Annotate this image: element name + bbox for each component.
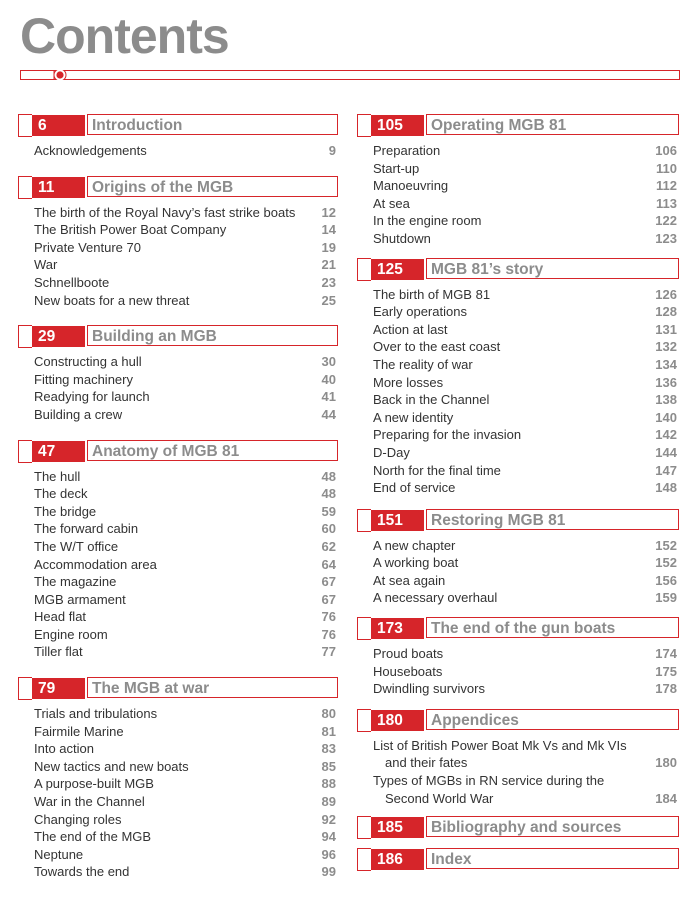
- entry-list: [357, 732, 679, 807]
- entry-label: Types of MGBs in RN service during the: [373, 773, 605, 789]
- contents-left-column: [18, 114, 338, 881]
- entry-page-number: 14: [321, 222, 336, 238]
- entry-page-number: 178: [655, 681, 677, 697]
- entry-label: Proud boats: [373, 646, 444, 662]
- entry-label: At sea again: [373, 572, 446, 588]
- contents-entry[interactable]: [373, 160, 679, 178]
- section-title: Appendices: [426, 709, 679, 730]
- section-header[interactable]: [357, 114, 679, 137]
- section-header[interactable]: [357, 258, 679, 281]
- entry-page-number: 140: [655, 409, 677, 425]
- contents-entry[interactable]: [373, 303, 679, 321]
- contents-entry[interactable]: [373, 212, 679, 230]
- contents-entry[interactable]: [34, 828, 338, 846]
- entry-page-number: 41: [321, 389, 336, 405]
- contents-entry[interactable]: [34, 221, 338, 239]
- section-page-number: 125: [371, 259, 424, 280]
- entry-page-number: 85: [321, 758, 336, 774]
- header-tab: [357, 509, 371, 532]
- entry-label: The British Power Boat Company: [34, 222, 227, 238]
- entry-page-number: 12: [321, 204, 336, 220]
- entry-page-number: 131: [655, 321, 677, 337]
- entry-label: Neptune: [34, 846, 84, 862]
- contents-entry[interactable]: [373, 680, 679, 698]
- entry-label: Into action: [34, 741, 94, 757]
- entry-page-number: 132: [655, 339, 677, 355]
- contents-entry[interactable]: [34, 274, 338, 292]
- entry-label: New boats for a new threat: [34, 292, 190, 308]
- contents-right-column: [357, 114, 679, 871]
- contents-entry[interactable]: [34, 204, 338, 222]
- contents-entry[interactable]: [373, 356, 679, 374]
- entry-label: The end of the MGB: [34, 829, 152, 845]
- contents-entry[interactable]: [373, 589, 679, 607]
- section-header[interactable]: [357, 848, 679, 871]
- entry-page-number: 60: [321, 521, 336, 537]
- header-tab: [357, 816, 371, 839]
- entry-label: Houseboats: [373, 663, 443, 679]
- entry-label: Fitting machinery: [34, 371, 133, 387]
- entry-page-number: 156: [655, 572, 677, 588]
- entry-list: [357, 137, 679, 248]
- contents-entry[interactable]: [34, 468, 338, 486]
- entry-label: The magazine: [34, 574, 117, 590]
- section-page-number: 173: [371, 618, 424, 639]
- entry-label: A new identity: [373, 409, 454, 425]
- entry-label: The W/T office: [34, 538, 119, 554]
- entry-page-number: 88: [321, 776, 336, 792]
- contents-section: [357, 617, 679, 698]
- entry-page-number: 44: [321, 406, 336, 422]
- contents-entry[interactable]: [34, 723, 338, 741]
- entry-page-number: 83: [321, 741, 336, 757]
- contents-entry[interactable]: [373, 645, 679, 663]
- contents-entry[interactable]: [34, 388, 338, 406]
- contents-section: [357, 816, 679, 839]
- contents-entry[interactable]: [34, 520, 338, 538]
- entry-label: Action at last: [373, 321, 448, 337]
- entry-label: Readying for launch: [34, 389, 150, 405]
- contents-entry[interactable]: [34, 292, 338, 310]
- entry-label: List of British Power Boat Mk Vs and Mk VIs: [373, 737, 627, 753]
- entry-label: Changing roles: [34, 811, 122, 827]
- entry-page-number: 148: [655, 480, 677, 496]
- section-page-number: 151: [371, 510, 424, 531]
- section-header[interactable]: [18, 440, 338, 463]
- contents-entry[interactable]: [34, 573, 338, 591]
- contents-section: [18, 677, 338, 881]
- entry-label: A new chapter: [373, 537, 456, 553]
- entry-label: Engine room: [34, 626, 108, 642]
- section-page-number: 79: [32, 678, 85, 699]
- entry-label: The hull: [34, 468, 81, 484]
- header-tab: [18, 677, 32, 700]
- entry-page-number: 40: [321, 371, 336, 387]
- entry-label: North for the final time: [373, 462, 501, 478]
- section-title: Origins of the MGB: [87, 176, 338, 197]
- contents-section: [18, 440, 338, 662]
- contents-entry[interactable]: [373, 230, 679, 248]
- entry-label: End of service: [373, 480, 456, 496]
- entry-page-number: 80: [321, 706, 336, 722]
- contents-entry[interactable]: [373, 663, 679, 681]
- entry-label: Building a crew: [34, 406, 123, 422]
- entry-label: Over to the east coast: [373, 339, 501, 355]
- entry-page-number: 136: [655, 374, 677, 390]
- title-rule: [20, 70, 680, 80]
- entry-page-number: 134: [655, 356, 677, 372]
- contents-entry[interactable]: [34, 239, 338, 257]
- entry-label: A necessary overhaul: [373, 590, 498, 606]
- contents-entry[interactable]: [373, 195, 679, 213]
- entry-page-number: 180: [655, 755, 677, 771]
- section-page-number: 105: [371, 115, 424, 136]
- entry-label: Acknowledgements: [34, 143, 147, 158]
- entry-page-number: 112: [656, 178, 677, 194]
- contents-entry[interactable]: [373, 177, 679, 195]
- entry-page-number: 19: [321, 239, 336, 255]
- section-title: The end of the gun boats: [426, 617, 679, 638]
- section-page-number: 180: [371, 710, 424, 731]
- entry-label: In the engine room: [373, 213, 482, 229]
- entry-label: The forward cabin: [34, 521, 139, 537]
- contents-entry[interactable]: [34, 846, 338, 864]
- entry-label: Back in the Channel: [373, 392, 490, 408]
- section-header[interactable]: [18, 677, 338, 700]
- entry-label: At sea: [373, 195, 410, 211]
- entry-label: The deck: [34, 486, 88, 502]
- contents-entry[interactable]: [34, 643, 338, 661]
- contents-entry[interactable]: [34, 608, 338, 626]
- entry-label: Tiller flat: [34, 644, 83, 660]
- entry-label: Start-up: [373, 160, 420, 176]
- entry-label: Fairmile Marine: [34, 723, 124, 739]
- contents-entry[interactable]: [34, 793, 338, 811]
- contents-entry[interactable]: [373, 462, 679, 480]
- entry-page-number: 76: [321, 626, 336, 642]
- contents-entry[interactable]: [34, 556, 338, 574]
- header-tab: [357, 258, 371, 281]
- contents-entry[interactable]: [34, 353, 338, 371]
- entry-page-number: 159: [655, 590, 677, 606]
- entry-list: [18, 137, 338, 160]
- header-tab: [18, 176, 32, 199]
- header-tab: [357, 114, 371, 137]
- entry-label: A working boat: [373, 555, 459, 571]
- contents-entry[interactable]: [373, 409, 679, 427]
- section-title: Operating MGB 81: [426, 114, 679, 135]
- entry-label: The reality of war: [373, 356, 473, 372]
- section-page-number: 6: [32, 115, 85, 136]
- entry-page-number: 9: [328, 143, 336, 158]
- section-header[interactable]: [357, 816, 679, 839]
- section-page-number: 185: [371, 817, 424, 838]
- entry-page-number: 23: [321, 274, 336, 290]
- entry-page-number: 122: [655, 213, 677, 229]
- entry-page-number: 123: [655, 230, 677, 246]
- entry-label: Manoeuvring: [373, 178, 449, 194]
- entry-label: Accommodation area: [34, 556, 157, 572]
- contents-entry[interactable]: [373, 537, 679, 555]
- entry-list: [18, 348, 338, 423]
- contents-section: [357, 114, 679, 248]
- contents-entry[interactable]: [373, 426, 679, 444]
- contents-entry[interactable]: [34, 863, 338, 881]
- entry-page-number: 64: [321, 556, 336, 572]
- entry-label-continued: and their fates: [385, 755, 468, 771]
- entry-page-number: 110: [656, 160, 677, 176]
- entry-list: [357, 640, 679, 698]
- entry-page-number: 99: [321, 864, 336, 880]
- page-title: Contents: [20, 8, 229, 64]
- rule-marker-dot: [56, 71, 63, 78]
- entry-page-number: 59: [321, 503, 336, 519]
- entry-label: Constructing a hull: [34, 354, 142, 370]
- section-title: Bibliography and sources: [426, 816, 679, 837]
- entry-page-number: 21: [321, 257, 336, 273]
- entry-label: Dwindling survivors: [373, 681, 485, 697]
- contents-section: [357, 848, 679, 871]
- entry-list: [18, 700, 338, 881]
- contents-entry[interactable]: [373, 338, 679, 356]
- entry-page-number: 94: [321, 829, 336, 845]
- section-title: MGB 81’s story: [426, 258, 679, 279]
- section-header[interactable]: [18, 114, 338, 137]
- contents-entry[interactable]: [373, 737, 679, 772]
- section-page-number: 186: [371, 849, 424, 870]
- contents-entry[interactable]: [34, 811, 338, 829]
- section-title: Index: [426, 848, 679, 869]
- entry-page-number: 30: [321, 354, 336, 370]
- section-title: The MGB at war: [87, 677, 338, 698]
- entry-label: Towards the end: [34, 864, 130, 880]
- entry-page-number: 67: [321, 591, 336, 607]
- entry-page-number: 175: [655, 663, 677, 679]
- entry-page-number: 152: [655, 555, 677, 571]
- section-title: Introduction: [87, 114, 338, 135]
- rule-bar: [21, 71, 680, 80]
- contents-section: [357, 509, 679, 607]
- entry-label: The birth of the Royal Navy’s fast strike boats: [34, 204, 296, 220]
- entry-label: War: [34, 257, 58, 273]
- entry-page-number: 96: [321, 846, 336, 862]
- contents-entry[interactable]: [34, 371, 338, 389]
- contents-entry[interactable]: [373, 772, 679, 807]
- header-tab: [357, 848, 371, 871]
- contents-entry[interactable]: [34, 256, 338, 274]
- contents-entry[interactable]: [373, 554, 679, 572]
- entry-label: Schnellboote: [34, 274, 110, 290]
- header-tab: [18, 440, 32, 463]
- section-header[interactable]: [18, 325, 338, 348]
- contents-entry[interactable]: [34, 705, 338, 723]
- entry-page-number: 77: [321, 644, 336, 660]
- contents-entry[interactable]: [373, 572, 679, 590]
- entry-page-number: 81: [321, 723, 336, 739]
- entry-page-number: 67: [321, 574, 336, 590]
- header-tab: [18, 325, 32, 348]
- entry-page-number: 113: [656, 195, 677, 211]
- entry-label: The birth of MGB 81: [373, 286, 491, 302]
- entry-label-continued: Second World War: [385, 790, 494, 806]
- contents-entry[interactable]: [34, 538, 338, 556]
- entry-label: A purpose-built MGB: [34, 776, 154, 792]
- entry-label: Private Venture 70: [34, 239, 141, 255]
- header-tab: [357, 617, 371, 640]
- entry-page-number: 126: [655, 286, 677, 302]
- entry-page-number: 48: [321, 486, 336, 502]
- contents-entry[interactable]: [373, 286, 679, 304]
- header-tab: [18, 114, 32, 137]
- section-page-number: 29: [32, 326, 85, 347]
- entry-label: War in the Channel: [34, 794, 145, 810]
- entry-page-number: 128: [655, 304, 677, 320]
- contents-section: [18, 176, 338, 310]
- entry-label: Shutdown: [373, 230, 431, 246]
- section-page-number: 47: [32, 441, 85, 462]
- contents-entry[interactable]: [373, 479, 679, 497]
- entry-list: [18, 463, 338, 662]
- contents-entry[interactable]: [34, 503, 338, 521]
- section-header[interactable]: [18, 176, 338, 199]
- entry-page-number: 142: [655, 427, 677, 443]
- entry-page-number: 76: [321, 609, 336, 625]
- contents-section: [357, 258, 679, 497]
- entry-page-number: 184: [655, 790, 677, 806]
- entry-label: Head flat: [34, 609, 87, 625]
- contents-entry[interactable]: [373, 444, 679, 462]
- contents-section: [357, 709, 679, 807]
- contents-entry[interactable]: [34, 740, 338, 758]
- entry-label: The bridge: [34, 503, 97, 519]
- contents-entry[interactable]: [34, 775, 338, 793]
- entry-list: [357, 532, 679, 607]
- entry-page-number: 106: [655, 143, 677, 158]
- contents-entry[interactable]: [373, 321, 679, 339]
- header-tab: [357, 709, 371, 732]
- section-title: Anatomy of MGB 81: [87, 440, 338, 461]
- entry-list: [357, 281, 679, 497]
- contents-entry[interactable]: [34, 626, 338, 644]
- contents-entry[interactable]: [373, 374, 679, 392]
- entry-label: Preparation: [373, 143, 441, 158]
- entry-label: Early operations: [373, 304, 467, 320]
- section-header[interactable]: [357, 509, 679, 532]
- section-title: Restoring MGB 81: [426, 509, 679, 530]
- contents-entry[interactable]: [34, 142, 338, 160]
- contents-entry[interactable]: [34, 591, 338, 609]
- entry-label: MGB armament: [34, 591, 126, 607]
- section-header[interactable]: [357, 617, 679, 640]
- entry-label: Preparing for the invasion: [373, 427, 522, 443]
- contents-entry[interactable]: [34, 485, 338, 503]
- entry-label: New tactics and new boats: [34, 758, 189, 774]
- entry-label: D-Day: [373, 444, 410, 460]
- entry-page-number: 89: [321, 794, 336, 810]
- entry-page-number: 147: [655, 462, 677, 478]
- section-title: Building an MGB: [87, 325, 338, 346]
- contents-section: [18, 325, 338, 423]
- entry-page-number: 144: [655, 444, 677, 460]
- entry-list: [18, 199, 338, 310]
- entry-page-number: 92: [321, 811, 336, 827]
- entry-label: More losses: [373, 374, 444, 390]
- entry-page-number: 174: [655, 646, 677, 662]
- section-header[interactable]: [357, 709, 679, 732]
- entry-page-number: 62: [321, 538, 336, 554]
- entry-page-number: 152: [655, 537, 677, 553]
- contents-entry[interactable]: [373, 391, 679, 409]
- entry-page-number: 138: [655, 392, 677, 408]
- section-page-number: 11: [32, 177, 85, 198]
- contents-section: [18, 114, 338, 160]
- contents-entry[interactable]: [373, 142, 679, 160]
- contents-entry[interactable]: [34, 758, 338, 776]
- contents-entry[interactable]: [34, 406, 338, 424]
- entry-page-number: 25: [321, 292, 336, 308]
- entry-label: Trials and tribulations: [34, 706, 158, 722]
- entry-page-number: 48: [321, 468, 336, 484]
